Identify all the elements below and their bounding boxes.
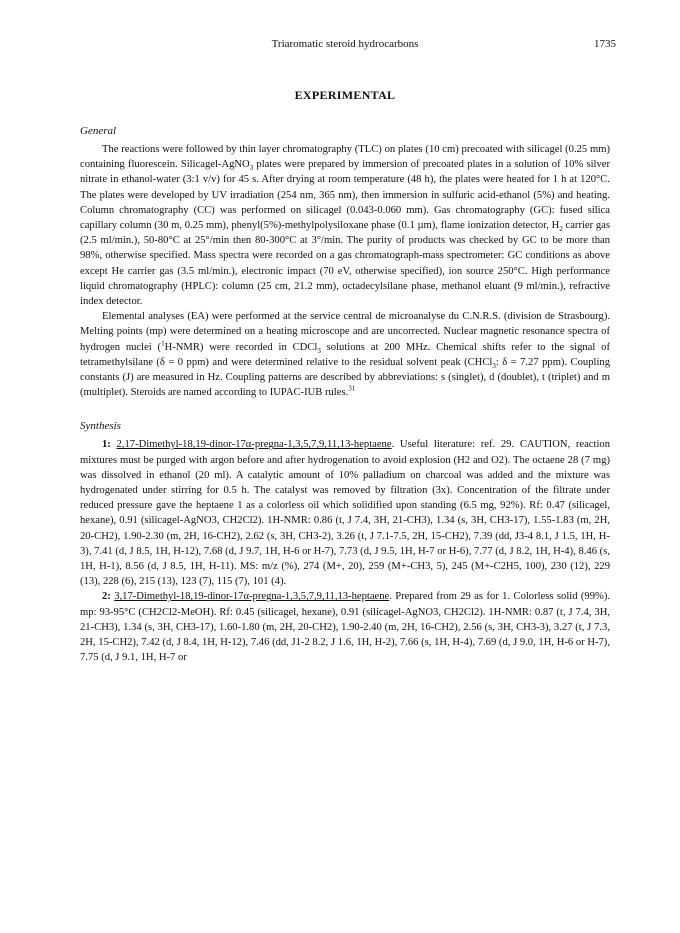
subscript: 3 — [317, 346, 321, 355]
compound-1-name: 2,17-Dimethyl-18,19-dinor-17α-pregna-1,3,5,7,9,11,13-heptaene — [116, 439, 392, 451]
running-title: Triaromatic steroid hydrocarbons — [271, 38, 419, 50]
subscript: 2 — [559, 225, 563, 234]
compound-2-text: . Prepared from 29 as for 1. Colorless solid (99%). mp: 93-95°C (CH2Cl2-MeOH). Rf: 0.45 (silicagel, hexane), 0.91 (silicagel-AgNO3, CH2Cl2). 1H-NMR: 0.87 (t, J 7.4, 3H, 21-CH3), 1.34 (s, 3H, CH3-17), 1.60-1.80 (m, 2H, 20-CH2), 1.90-2.40 (m, 2H, 16-CH2), 2.56 (s, 3H, CH3-3), 3.27 (t, J 7.3, 2H, 15-CH2), 7.42 (d, J 8.4, 1H, H-12), 7.46 (dd, J1-2 8.2, J 1.6, 1H, H-2), 7.66 (s, 1H, H-4), 7.69 (d, J 9.0, 1H, H-6 or H-7), 7.75 (d, J 9.1, 1H, H-7 or — [80, 591, 611, 664]
general-heading: General — [80, 125, 117, 137]
page-number: 1735 — [594, 38, 616, 50]
general-paragraph-1 — [80, 142, 610, 309]
subscript: 3 — [492, 361, 496, 370]
general-p2-part-c: solutions at 200 MHz. Chemical shifts refer to the signal of tetramethylsilane (δ = 0 ppm) and were determined relative to the residual solvent peak (CHCl — [80, 341, 610, 368]
compound-2-name: 3,17-Dimethyl-18,19-dinor-17α-pregna-1,3,5,7,9,11,13-heptaene — [114, 591, 390, 603]
general-paragraph-2 — [80, 309, 610, 400]
synthesis-heading: Synthesis — [80, 420, 121, 433]
compound-1-text: . Useful literature: ref. 29. CAUTION, reaction mixtures must be purged with argon before and after hydrogenation to avoid explosion (H2 and O2). The octaene 28 (7 mg) was dissolved in ethanol (20 ml). A catalytic amount of 10% palladium on charcoal was added and the mixture was hydrogenated under stirring for 0.5 h. The catalyst was removed by filtration (3x). Concentration of the filtrate under reduced pressure gave the heptaene 1 as a colorless oil which solidified upon standing (6.5 mg, 92%). Rf: 0.47 (silicagel, hexane), 0.91 (silicagel-AgNO3, CH2Cl2). 1H-NMR: 0.86 (t, J 7.4, 3H, 21-CH3), 1.34 (s, 3H, CH3-17), 1.55-1.83 (m, 2H, 20-CH2), 1.90-2.30 (m, 2H, 16-CH2), 2.62 (s, 3H, CH3-2), 3.26 (t, J 7.1-7.5, 2H, 15-CH2), 7.39 (dd, J3-4 8.1, J 1.5, 1H, H-3), 7.41 (d, J 8.5, 1H, H-12), 7.68 (d, J 9.7, 1H, H-6 or H-7), 7.73 (d, J 9.5, 1H, H-7 or H-6), 7.77 (d, J 8.2, 1H, H-4), 8.46 (s, 1H, H-1), 8.56 (d, J 8.5, 1H, H-11). MS: m/z (%), 274 (M+, 20), 259 (M+-CH3, 5), 245 (M+-C2H5, 100), 230 (12), 229 (13), 228 (6), 215 (13), 123 (7), 115 (7), 101 (4). — [80, 439, 610, 588]
general-p1-part-c: carrier gas (2.5 ml/min.), 50-80°C at 25°/min then 80-300°C at 3°/min. The purity of products was checked by GC to be more than 98%, otherwise specified. Mass spectra were recorded on a gas chromatograph-mass spectrometer: GC conditions as above except He carrier gas (3.5 ml/min.), electronic impact (70 eV, otherwise specified), ion source 250°C. High performance liquid chromatography (HPLC): column (25 cm, 21.2 mm), octadecylsilane phase, methanol eluant (9 ml/min.), refractive index detector. — [80, 220, 610, 308]
subscript: 3 — [249, 164, 254, 173]
general-p1-part-b: plates were prepared by immersion of precoated plates in a solution of 10% silver nitrate in ethanol-water (3:1 v/v) for 45 s. After drying at room temperature (48 h), the plates were heated for 1 h at 120°C. The plates were developed by UV irradiation (254 nm, 365 nm), then immersion in sulfuric acid-ethanol (5%) and heating. Column chromatography (CC) was performed on silicagel (0.043-0.060 mm). Gas chromatography (GC): fused silica capillary column (30 m, 0.25 mm), phenyl(5%)-methylpolysiloxane phase (0.1 µm), flame ionization detector, H — [80, 159, 610, 232]
superscript: 1 — [161, 339, 165, 348]
compound-1-number: 1: — [102, 439, 117, 451]
compound-2-paragraph — [80, 589, 610, 665]
compound-1-paragraph — [80, 437, 610, 589]
running-header — [80, 38, 616, 54]
reference-superscript: 31 — [348, 384, 356, 393]
section-title: EXPERIMENTAL — [294, 88, 396, 102]
general-p2-part-b: H-NMR) were recorded in CDCl — [164, 341, 318, 353]
compound-2-number: 2: — [102, 591, 115, 603]
general-p1-part-a: The reactions were followed by thin layer chromatography (TLC) on plates (10 cm) precoated with silicagel (0.25 mm) containing fluorescein. Silicagel-AgNO — [80, 144, 610, 171]
general-p2-part-a: Elemental analyses (EA) were performed at the service central de microanalyse du C.N.R.S. (division de Strasbourg). Melting points (mp) were determined on a heating microscope and are uncorrected. Nuclear magnetic resonance spectra of hydrogen nuclei ( — [80, 311, 610, 353]
general-p2-part-d: : δ = 7.27 ppm). Coupling constants (J) are measured in Hz. Coupling patterns are described by abbreviations: s (singlet), d (doublet), t (triplet) and m (multiplet). Steroids are named according to IUPAC-IUB rules. — [80, 356, 610, 399]
